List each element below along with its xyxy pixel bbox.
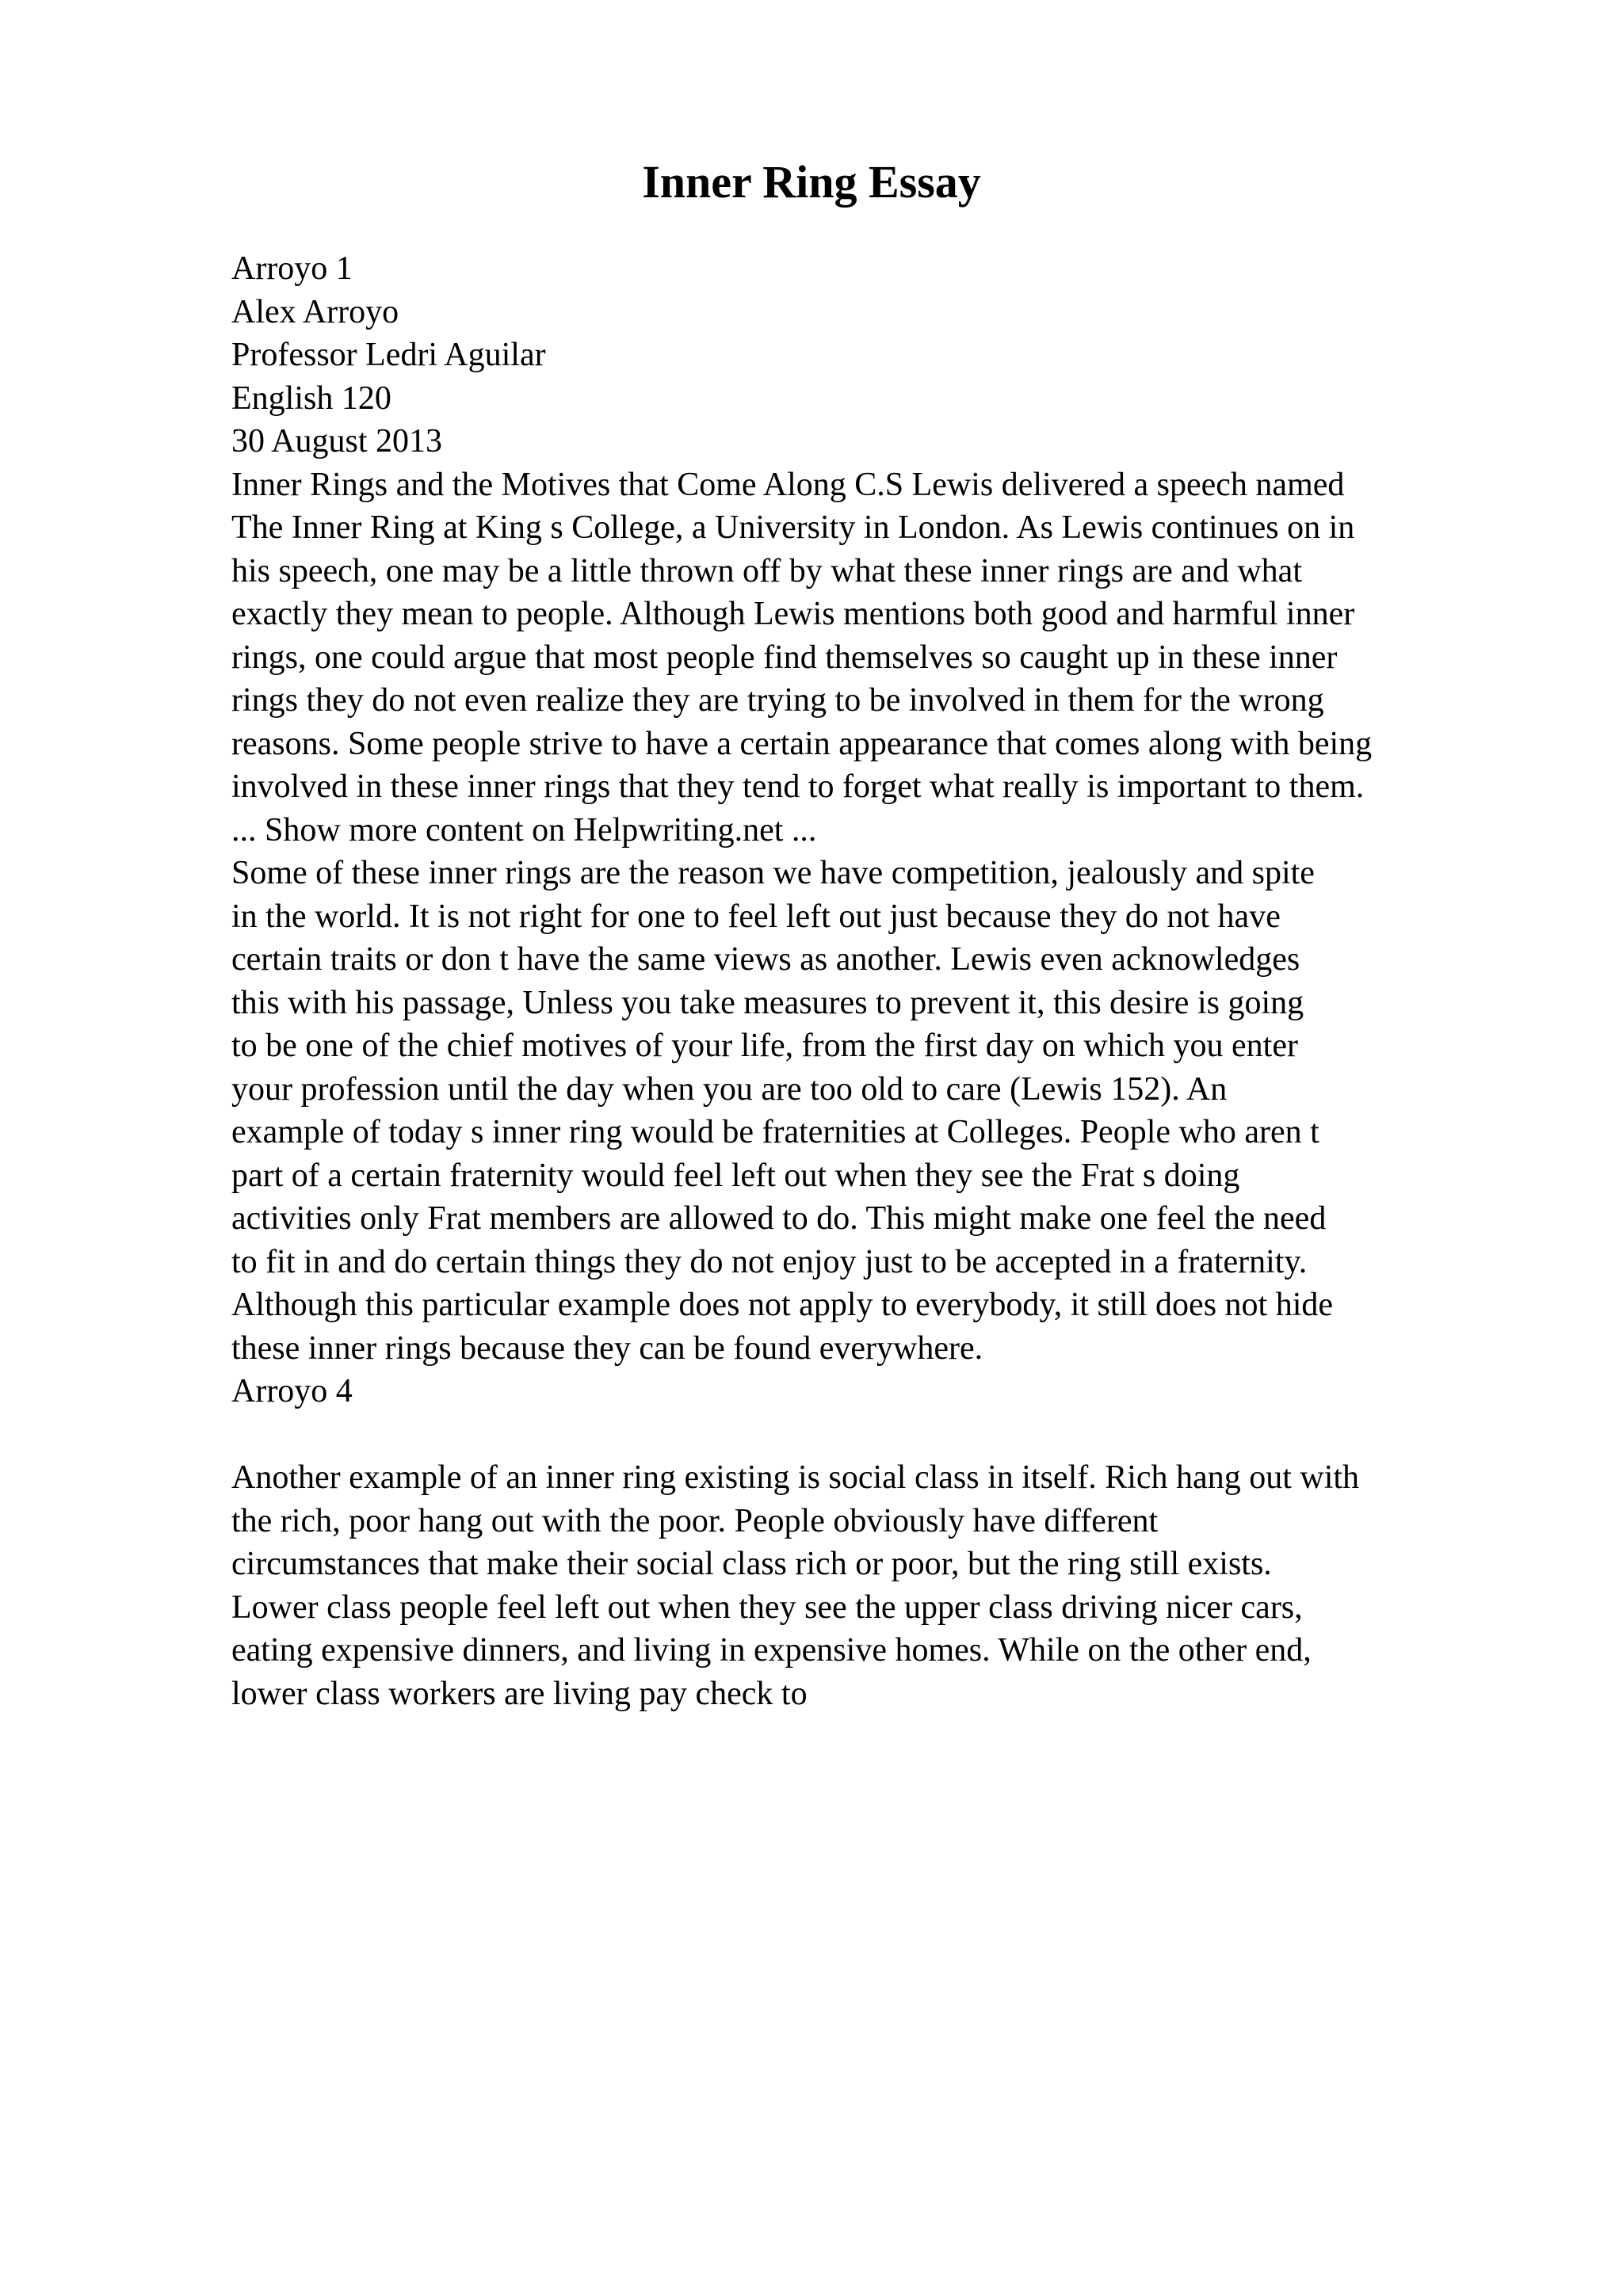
text-line: this with his passage, Unless you take measures to prevent it, this desire is going	[231, 984, 1304, 1021]
text-line: his speech, one may be a little thrown off by what these inner rings are and what	[231, 552, 1302, 589]
text-line: eating expensive dinners, and living in expensive homes. While on the other end,	[231, 1632, 1312, 1669]
text-line: Some of these inner rings are the reason we have competition, jealously and spite	[231, 855, 1315, 891]
text-line: English 120	[231, 379, 391, 417]
text-line: Lower class people feel left out when they see the upper class driving nicer cars,	[231, 1589, 1303, 1626]
text-line: Inner Rings and the Motives that Come Along C.S Lewis delivered a speech named	[231, 466, 1345, 503]
essay-body	[231, 247, 1610, 1715]
text-line: to be one of the chief motives of your life, from the first day on which you enter	[231, 1028, 1298, 1064]
text-line: the rich, poor hang out with the poor. People obviously have different	[231, 1502, 1159, 1539]
text-line: Arroyo 1	[231, 250, 353, 287]
text-line: Another example of an inner ring existing is social class in itself. Rich hang out with	[231, 1459, 1360, 1496]
text-line: in the world. It is not right for one to feel left out just because they do not have	[231, 898, 1281, 935]
text-line: reasons. Some people strive to have a certain appearance that comes along with being	[231, 725, 1373, 762]
text-line: rings, one could argue that most people find themselves so caught up in these inner	[231, 639, 1338, 676]
text-line: to fit in and do certain things they do not enjoy just to be accepted in a fraternity.	[231, 1243, 1308, 1280]
text-line: ... Show more content on Helpwriting.net ...	[231, 811, 817, 849]
text-line: example of today s inner ring would be fraternities at Colleges. People who aren t	[231, 1114, 1319, 1150]
text-line: your profession until the day when you are too old to care (Lewis 152). An	[231, 1070, 1228, 1108]
text-line: Alex Arroyo	[231, 293, 399, 330]
text-line: rings they do not even realize they are trying to be involved in them for the wrong	[231, 682, 1324, 719]
text-line: lower class workers are living pay check to	[231, 1675, 808, 1712]
text-line: Professor Ledri Aguilar	[231, 337, 546, 373]
text-line: these inner rings because they can be found everywhere.	[231, 1329, 983, 1367]
text-line: activities only Frat members are allowed to do. This might make one feel the need	[231, 1200, 1327, 1237]
text-line: involved in these inner rings that they tend to forget what really is important to them.	[231, 769, 1365, 805]
document-title: Inner Ring Essay	[642, 156, 981, 208]
text-line: 30 August 2013	[231, 423, 443, 460]
text-line: certain traits or don t have the same views as another. Lewis even acknowledges	[231, 941, 1300, 978]
text-line: exactly they mean to people. Although Lewis mentions both good and harmful inner	[231, 596, 1355, 632]
text-line: The Inner Ring at King s College, a University in London. As Lewis continues on in	[231, 509, 1355, 546]
text-line: Arroyo 4	[231, 1373, 353, 1409]
text-line: circumstances that make their social class rich or poor, but the ring still exists.	[231, 1546, 1272, 1582]
text-line: Although this particular example does not apply to everybody, it still does not hide	[231, 1287, 1334, 1323]
text-line: part of a certain fraternity would feel left out when they see the Frat s doing	[231, 1157, 1240, 1194]
text-line	[231, 1413, 1610, 1457]
